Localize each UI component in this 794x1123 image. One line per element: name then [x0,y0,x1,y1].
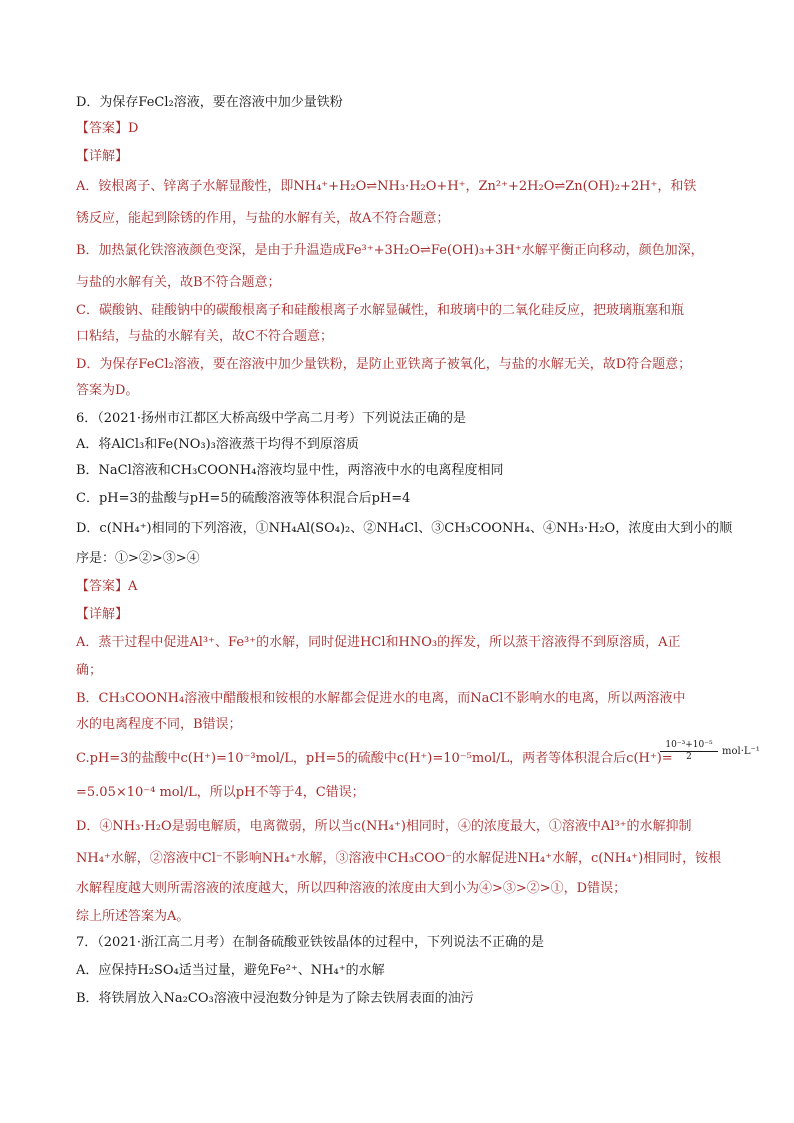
explain-b-q6-cont: 水的电离程度不同，B错误； [76,717,242,732]
answer-label-q5: 【答案】D [76,121,139,136]
conclusion-q5: 答案为D。 [76,383,139,398]
explain-d-q6-cont: NH₄⁺水解，②溶液中Cl⁻不影响NH₄⁺水解，③溶液中CH₃COO⁻的水解促进NH₄⁺水解，c(NH₄⁺)相同时，铵根 [76,851,722,866]
question-7-stem: 7．（2021·浙江高二月考）在制备硫酸亚铁铵晶体的过程中，下列说法不正确的是 [76,935,544,950]
explain-c-q6-cont: =5.05×10⁻⁴ mol/L，所以pH不等于4，C错误； [76,785,365,800]
fraction-numerator: 10⁻³+10⁻⁵ [660,740,718,752]
explain-b-q5: B．加热氯化铁溶液颜色变深，是由于升温造成Fe³⁺+3H₂O⇌Fe(OH)₃+3H⁺水解平衡正向移动，颜色加深， [76,243,704,258]
explain-b-q6: B．CH₃COONH₄溶液中醋酸根和铵根的水解都会促进水的电离，而NaCl不影响水的电离，所以两溶液中 [76,691,686,706]
option-a-q6: A．将AlCl₃和Fe(NO₃)₃溶液蒸干均得不到原溶质 [76,437,359,452]
option-b-q7: B．将铁屑放入Na₂CO₃溶液中浸泡数分钟是为了除去铁屑表面的油污 [76,991,474,1006]
option-b-q6: B．NaCl溶液和CH₃COONH₄溶液均显中性，两溶液中水的电离程度相同 [76,463,504,478]
explain-a-q6: A．蒸干过程中促进Al³⁺、Fe³⁺的水解，同时促进HCl和HNO₃的挥发，所以蒸干溶液得不到原溶质，A正 [76,635,681,650]
option-d-q6-cont: 序是：①>②>③>④ [76,551,200,566]
fraction-unit: mol·L⁻¹ [722,746,760,757]
explain-d-q6: D．④NH₃·H₂O是弱电解质，电离微弱，所以当c(NH₄⁺)相同时，④的浓度最大，①溶液中Al³⁺的水解抑制 [76,819,692,834]
concentration-fraction [660,740,718,763]
explain-d-q5: D．为保存FeCl₂溶液，要在溶液中加少量铁粉，是防止亚铁离子被氧化，与盐的水解无关，故D符合题意； [76,357,692,372]
explain-a-q5: A．铵根离子、锌离子水解显酸性，即NH₄⁺+H₂O⇌NH₃·H₂O+H⁺，Zn²⁺+2H₂O⇌Zn(OH)₂+2H⁺，和铁 [76,179,697,194]
option-a-q7: A．应保持H₂SO₄适当过量，避免Fe²⁺、NH₄⁺的水解 [76,963,385,978]
answer-label-q6: 【答案】A [76,579,138,594]
explain-a-q5-cont: 锈反应，能起到除锈的作用，与盐的水解有关，故A不符合题意； [76,211,450,226]
explain-c-q6: C.pH=3的盐酸中c(H⁺)=10⁻³mol/L，pH=5的硫酸中c(H⁺)=10⁻⁵mol/L，两者等体积混合后c(H⁺)= [76,751,673,766]
explain-label-q5: 【详解】 [76,149,129,164]
fraction-denominator: 2 [686,752,692,762]
explain-b-q5-cont: 与盐的水解有关，故B不符合题意； [76,275,281,290]
explain-a-q6-cont: 确； [76,663,103,678]
explain-c-q5-cont: 口粘结，与盐的水解有关，故C不符合题意； [76,329,333,344]
explain-c-q5: C．碳酸钠、硅酸钠中的碳酸根离子和硅酸根离子水解显碱性，和玻璃中的二氧化硅反应，把玻璃瓶塞和瓶 [76,303,684,318]
option-d-q5: D．为保存FeCl₂溶液，要在溶液中加少量铁粉 [76,95,343,110]
question-6-stem: 6．（2021·扬州市江都区大桥高级中学高二月考）下列说法正确的是 [76,411,466,426]
conclusion-q6: 综上所述答案为A。 [76,909,190,924]
option-c-q6: C．pH=3的盐酸与pH=5的硫酸溶液等体积混合后pH=4 [76,491,411,506]
explain-label-q6: 【详解】 [76,607,129,622]
explain-d-q6-cont2: 水解程度越大则所需溶液的浓度越大，所以四种溶液的浓度由大到小为④>③>②>①，D错误； [76,881,627,896]
option-d-q6: D．c(NH₄⁺)相同的下列溶液，①NH₄Al(SO₄)₂、②NH₄Cl、③CH₃COONH₄、④NH₃·H₂O，浓度由大到小的顺 [76,521,733,536]
